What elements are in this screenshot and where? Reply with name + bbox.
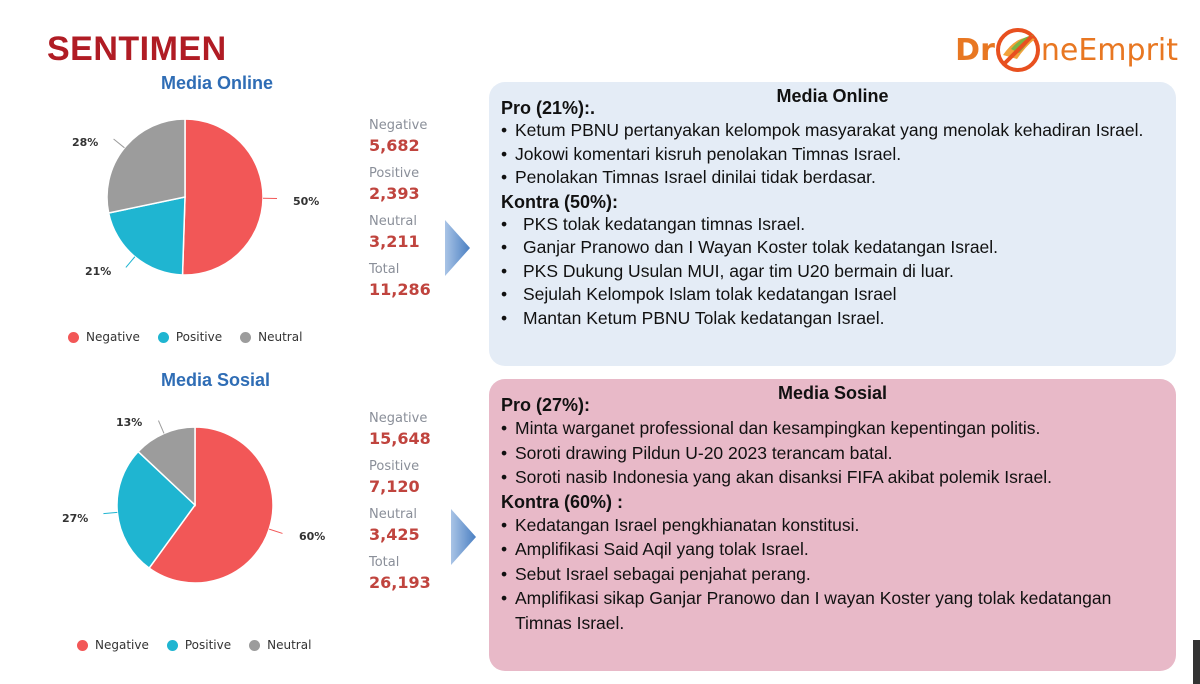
list-item: • Ganjar Pranowo dan I Wayan Koster tolak kedatangan Israel. [501,236,1164,260]
legend-dot-neutral [240,332,251,343]
pie-chart-online [90,110,280,290]
legend-item-positive [158,330,222,344]
legend-dot-negative [68,332,79,343]
legend-label: Positive [184,638,232,652]
list-item: • Sejulah Kelompok Islam tolak kedatangan Israel [501,283,1164,307]
stat-label-neutral: Neutral [369,507,417,522]
pct-label-neutral: 13% [116,416,143,429]
legend-label: Positive [175,330,223,344]
stat-value-total: 11,286 [369,280,431,299]
list-item: • PKS tolak kedatangan timnas Israel. [501,213,1164,237]
legend-label: Neutral [258,330,303,344]
leader-line-neutral [114,139,125,148]
chart-legend-online [68,330,302,344]
kontra-heading-sosial: Kontra (60%) : [501,491,624,512]
stat-label-negative: Negative [369,411,428,426]
summary-box-online [489,82,1176,366]
legend-dot-neutral [249,640,260,651]
list-item: • Soroti drawing Pildun U-20 2023 terancam batal. [501,441,1164,466]
list-item: • Soroti nasib Indonesia yang akan disanksi FIFA akibat polemik Israel. [501,465,1164,490]
leader-line-neutral [158,421,164,434]
legend-item-positive [167,638,231,652]
list-item: • Minta warganet professional dan kesampingkan kepentingan politis. [501,416,1164,441]
list-item: • Kedatangan Israel pengkhianatan konstitusi. [501,513,1164,538]
page-title: SENTIMEN [47,30,227,68]
drone-emprit-logo [955,22,1178,78]
logo-text-rest: neEmprit [1040,32,1178,68]
logo-text-dr: Dr [955,32,995,68]
stat-value-negative: 5,682 [369,136,420,155]
legend-label: Negative [86,330,140,344]
legend-dot-negative [77,640,88,651]
stat-label-positive: Positive [369,459,420,474]
legend-item-negative [77,638,149,652]
pro-heading-online: Pro (21%):. [501,98,596,118]
list-item: • Amplifikasi Said Aqil yang tolak Israel. [501,537,1164,562]
leader-line-positive [103,512,117,513]
list-item: • Amplifikasi sikap Ganjar Pranowo dan I wayan Koster yang tolak kedatangan Timnas Israel. [501,586,1164,635]
stat-label-positive: Positive [369,166,420,181]
box-title-online: Media Online [776,86,889,106]
drone-logo-icon [993,25,1043,75]
chart-title-online: Media Online [161,73,274,93]
pro-list-online [501,119,1164,190]
kontra-list-sosial [501,513,1164,636]
pct-label-negative: 50% [293,195,320,208]
kontra-list-online [501,213,1164,331]
arrow-right-icon [448,507,478,567]
legend-item-negative [68,330,140,344]
stat-value-positive: 7,120 [369,477,420,496]
stat-label-total: Total [369,555,400,570]
list-item: • Jokowi komentari kisruh penolakan Timnas Israel. [501,143,1164,167]
stats-online [369,117,431,309]
leader-line-positive [126,257,135,268]
legend-label: Negative [95,638,149,652]
kontra-heading-online: Kontra (50%): [501,191,619,212]
pie-chart-sosial [100,415,290,595]
pct-label-negative: 60% [299,530,326,543]
pct-label-positive: 21% [85,265,112,278]
legend-label: Neutral [267,638,312,652]
list-item: • Penolakan Timnas Israel dinilai tidak berdasar. [501,166,1164,190]
stat-value-total: 26,193 [369,573,431,592]
stat-value-neutral: 3,425 [369,525,420,544]
pct-label-neutral: 28% [72,136,99,149]
list-item: • PKS Dukung Usulan MUI, agar tim U20 bermain di luar. [501,260,1164,284]
list-item: • Ketum PBNU pertanyakan kelompok masyarakat yang menolak kehadiran Israel. [501,119,1164,143]
legend-item-neutral [240,330,302,344]
stat-value-positive: 2,393 [369,184,420,203]
stat-value-neutral: 3,211 [369,232,420,251]
summary-box-sosial [489,379,1176,671]
stat-label-total: Total [369,262,400,277]
legend-dot-positive [158,332,169,343]
stat-value-negative: 15,648 [369,429,431,448]
arrow-right-icon [442,218,472,278]
list-item: • Sebut Israel sebagai penjahat perang. [501,562,1164,587]
pie-slice-neutral [107,119,185,213]
pie-slice-negative [183,119,263,275]
pct-label-positive: 27% [62,512,89,525]
legend-item-neutral [249,638,311,652]
box-title-sosial: Media Sosial [777,383,888,403]
edge-bar [1193,640,1200,684]
chart-legend-sosial [77,638,311,652]
leader-line-negative [269,529,282,533]
stat-label-neutral: Neutral [369,214,417,229]
legend-dot-positive [167,640,178,651]
pro-heading-sosial: Pro (27%): [501,395,591,415]
chart-title-sosial: Media Sosial [161,370,271,390]
pro-list-sosial [501,416,1164,490]
stats-sosial [369,410,431,602]
list-item: • Mantan Ketum PBNU Tolak kedatangan Israel. [501,307,1164,331]
stat-label-negative: Negative [369,118,428,133]
